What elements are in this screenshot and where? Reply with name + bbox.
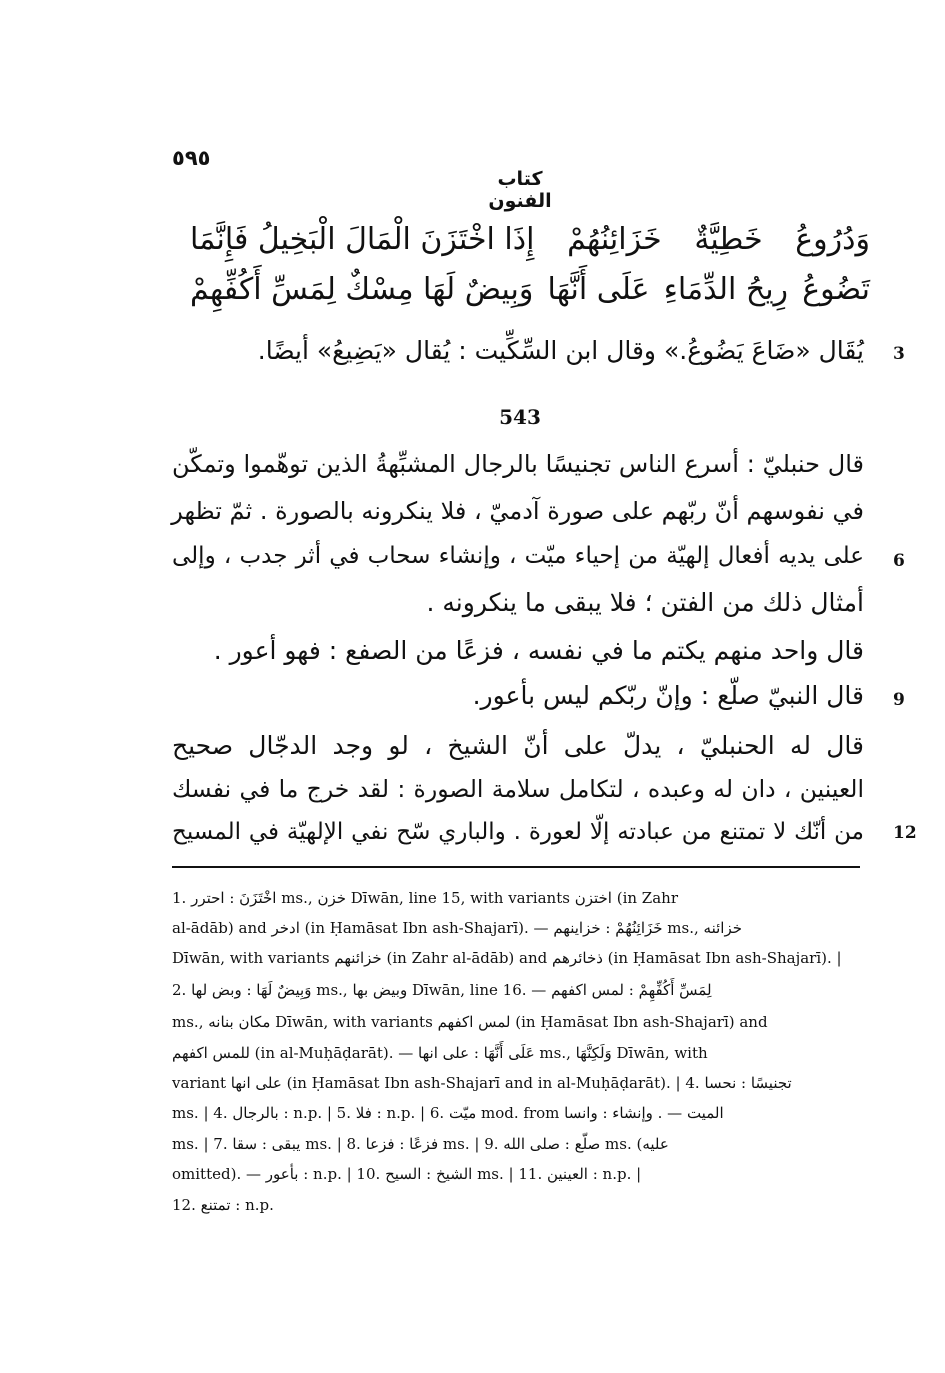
text-line: العينين ، دان له وعبده ، لتكامل سلامة الصورة : لقد خرج ما في نفسك	[172, 775, 864, 803]
verse-2-word-3: تَضُوعُ	[802, 272, 870, 307]
verse-1-word-3: وَدُرُوعُ	[795, 222, 870, 257]
line-number-12: 12	[893, 823, 917, 843]
text-line: من أنّك لا تمتنع من عبادته إلّا لعورة . والباري سّح نفي الإلهيّة في المسيح	[172, 819, 864, 845]
verse-1-word-2: خَطِيَّةٌ	[694, 222, 763, 257]
text-line: قال النبيّ صلّع : وإنّ ربّكم ليس بأعور.	[472, 681, 864, 710]
verse-line-1	[190, 222, 870, 257]
footnote-line: ms. | 4. بالرجال : n.p. | 5. فلا : n.p. | 6. ميّت mod. from الميت — . وإنشاء : وانسا	[172, 1104, 724, 1122]
text-line: على يديه أفعال إلهيّة من إحياء ميّت ، وإنشاء سحاب في أثر جدب ، وإلى	[172, 543, 864, 569]
text-line: قال له الحنبليّ ، يدلّ على أنّ الشيخ ، لو وجد الدجّال صحيح	[172, 731, 864, 760]
verse-2-word-1: عَلَى أَنَّهَا	[547, 272, 650, 307]
line-number-6: 6	[893, 551, 905, 571]
verse-1-hemistich-1: إِذَا اخْتَزَنَ الْمَالَ الْبَخِيلُ فَإِنَّمَا	[190, 222, 535, 257]
line-number-9: 9	[893, 690, 905, 710]
text-line: قال واحد منهم يكتم ما في نفسه ، فزعًا من الصفع : فهو أعور .	[213, 636, 864, 665]
verse-2-word-2: رِيحُ الدِّمَاءِ	[663, 272, 789, 307]
footnote-line: 1. اخْتَزَنَ : احترر ms., خزن Dīwān, line 15, with variants اختزن (in Zahr	[172, 889, 678, 907]
footnote-line: omitted). — بأعور : n.p. | 10. الشيخ : السيح ms. | 11. العينين : n.p. |	[172, 1165, 642, 1183]
footnote-divider	[172, 866, 860, 868]
section-number: 543	[499, 405, 541, 429]
footnote-line: 12. تمتنع : n.p.	[172, 1196, 274, 1214]
text-line: أمثال ذلك من الفتن ؛ فلا يبقى ما ينكرونه .	[426, 588, 864, 617]
footnote-line: للمس اكفهم (in al-Muḥāḍarāt). — عَلَى أَنَّهَا : على انها ms., وَلَكِنَّهَا Dīwān, with	[172, 1044, 708, 1062]
verse-1-word-1: خَزَائِنُهُمْ	[567, 222, 662, 257]
footnote-line: Dīwān, with variants خزائنهم (in Zahr al-ādāb) and ذخائرهم (in Ḥamāsat Ibn ash-Shajarī). |	[172, 949, 842, 967]
footnote-line: variant على انها (in Ḥamāsat Ibn ash-Shajarī and in al-Muḥāḍarāt). | 4. تجنيسًا : نحسا	[172, 1074, 792, 1092]
page-number: ٥٩٥	[172, 146, 211, 170]
line-number-3: 3	[893, 344, 905, 364]
footnote-line: ms., مكان بنانه Dīwān, with variants لمس اكفهم (in Ḥamāsat Ibn ash-Shajarī) and	[172, 1013, 768, 1031]
footnote-line: al-ādāb) and ادخر (in Ḥamāsat Ibn ash-Shajarī). — خَزَائِنُهُمْ : خزاينهم ms., خزائنه	[172, 919, 742, 937]
running-title: كتاب الفنون	[488, 168, 552, 212]
footnote-line: 2. وَبِيضٌ لَهَا : وبض لها ms., وبيض بها Dīwān, line 16. — لِمَسِّ أَكُفِّهِمْ : لمس اكفهم	[172, 981, 712, 999]
verse-line-2	[190, 272, 870, 307]
verse-2-hemistich-1: وَبِيضٌ لَهَا مِسْكٌ لِمَسِّ أَكُفِّهِمْ	[190, 272, 534, 307]
text-line: في نفوسهم أنّ ربّهم على صورة آدميّ ، فلا ينكرونه بالصورة . ثمّ تظهر	[171, 497, 864, 525]
text-line-3: يُقَال «ضَاعَ يَضُوعُ.» وقال ابن السِّكِّيت : يُقال «يَضِيعُ» أيضًا.	[257, 336, 864, 365]
text-line: قال حنبليّ : أسرع الناس تجنيسًا بالرجال المشبِّهةُ الذين توهّموا وتمكّن	[172, 450, 864, 478]
footnote-line: ms. | 7. يبقى : سقا ms. | 8. فزعًا : فزعا ms. | 9. صلّع : صلى الله ms. (عليه	[172, 1135, 669, 1153]
